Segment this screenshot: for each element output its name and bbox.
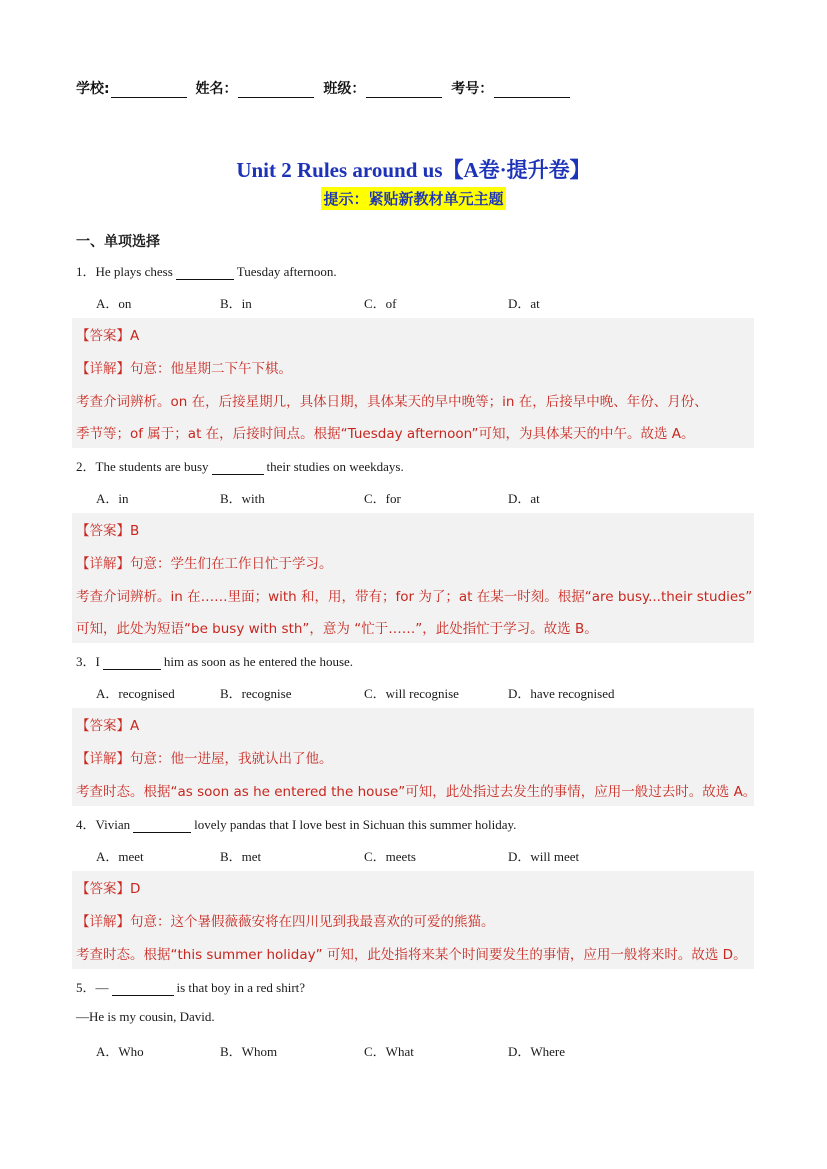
question-2-stem: 2．The students are busy their studies on weekdays.: [76, 459, 404, 474]
option-a: A．in: [96, 491, 129, 506]
question-2-answer-box: [72, 513, 754, 643]
option-d: D．Where: [508, 1044, 566, 1059]
option-a: A．Who: [96, 1044, 144, 1059]
school-label: 学校:: [76, 81, 110, 97]
explanation-line: 可知，此处为短语“be busy with sth”，意为 “忙于……”，此处指忙于学习。故选 B。: [76, 621, 598, 637]
detail-line: 【详解】句意：他一进屋，我就认出了他。: [76, 751, 333, 767]
school-blank: [111, 83, 187, 98]
question-4-stem: 4．Vivian lovely pandas that I love best in Sichuan this summer holiday.: [76, 817, 517, 832]
option-d: D．will meet: [508, 849, 580, 864]
option-b: B．with: [220, 491, 265, 506]
detail-line: 【详解】句意：学生们在工作日忙于学习。: [76, 556, 333, 572]
name-label: 姓名：: [195, 81, 238, 97]
question-3-stem: 3．I him as soon as he entered the house.: [76, 654, 354, 669]
answer-blank: [212, 462, 264, 475]
question-1-stem: 1．He plays chess Tuesday afternoon.: [76, 264, 337, 279]
option-c: C．What: [364, 1044, 414, 1059]
option-c: C．meets: [364, 849, 416, 864]
answer-blank: [103, 657, 161, 670]
answer-blank: [176, 267, 234, 280]
class-blank: [366, 83, 442, 98]
answer-line: 【答案】A: [76, 718, 140, 734]
answer-line: 【答案】D: [76, 881, 141, 897]
question-4-answer-box: [72, 871, 754, 969]
option-d: D．at: [508, 491, 540, 506]
page-subtitle: 提示：紧贴新教材单元主题: [321, 187, 505, 210]
option-d: D．have recognised: [508, 686, 615, 701]
question-1-answer-box: [72, 318, 754, 448]
question-3-answer-box: [72, 708, 757, 806]
explanation-line: 考查时态。根据“this summer holiday” 可知，此处指将来某个时间要发生的事情，应用一般将来时。故选 D。: [76, 947, 747, 963]
explanation-line: 考查介词辨析。on 在，后接星期几，具体日期，具体某天的早中晚等；in 在，后接早中晚、年份、月份、: [76, 394, 708, 410]
question-5-stem: 5．— is that boy in a red shirt?: [76, 980, 306, 995]
answer-blank: [112, 983, 174, 996]
option-c: C．for: [364, 491, 401, 506]
option-b: B．met: [220, 849, 262, 864]
option-a: A．meet: [96, 849, 144, 864]
explanation-line: 考查介词辨析。in 在……里面；with 和，用，带有；for 为了；at 在某一时刻。根据“are busy...their studies”: [76, 589, 753, 605]
explanation-line: 考查时态。根据“as soon as he entered the house”可知，此处指过去发生的事情，应用一般过去时。故选 A。: [76, 784, 757, 800]
option-b: B．Whom: [220, 1044, 278, 1059]
option-a: A．recognised: [96, 686, 175, 701]
option-a: A．on: [96, 296, 132, 311]
student-info-header: [76, 78, 574, 98]
name-blank: [238, 83, 314, 98]
option-b: B．in: [220, 296, 252, 311]
option-c: C．of: [364, 296, 397, 311]
detail-line: 【详解】句意：这个暑假薇薇安将在四川见到我最喜欢的可爱的熊猫。: [76, 914, 495, 930]
class-label: 班级：: [323, 81, 366, 97]
option-c: C．will recognise: [364, 686, 459, 701]
answer-blank: [133, 820, 191, 833]
section-heading: 一、单项选择: [76, 234, 160, 250]
option-d: D．at: [508, 296, 540, 311]
detail-line: 【详解】句意：他星期二下午下棋。: [76, 361, 292, 377]
option-b: B．recognise: [220, 686, 292, 701]
exam-no-blank: [494, 83, 570, 98]
answer-line: 【答案】B: [76, 523, 140, 539]
page-title: Unit 2 Rules around us【A卷·提升卷】: [236, 158, 591, 182]
answer-line: 【答案】A: [76, 328, 140, 344]
question-5-reply: —He is my cousin, David.: [76, 1009, 215, 1024]
explanation-line: 季节等；of 属于；at 在，后接时间点。根据“Tuesday afternoon”可知，为具体某天的中午。故选 A。: [76, 426, 695, 442]
exam-no-label: 考号：: [451, 81, 494, 97]
